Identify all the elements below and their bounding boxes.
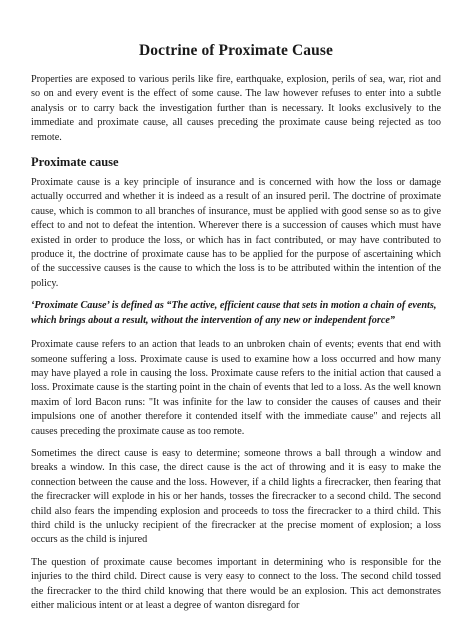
body-paragraph-3: Sometimes the direct cause is easy to determine; someone throws a ball through a window and breaks a window. In this case, the direct cause is the act of throwing and it is easy to make the connection between the cause and the loss. However, if a child lights a firecracker, then fearing that the firecracker will explode in his or her hands, tosses the firecracker to a second child. The second child also fears the impending explosion and proceeds to toss the firecracker to a third child. This third child is the unlucky recipient of the firecracker at the precise moment of explosion; a loss occurs as the child is injured xyxy=(31,447,441,546)
intro-paragraph: Properties are exposed to various perils like fire, earthquake, explosion, perils of sea, war, riot and so on and every event is the effect of some cause. The law however refuses to enter into a subtle analysis or to carry back the investigation further than is necessary. It looks exclusively to the immediate and proximate cause, all causes preceding the proximate cause being rejected as too remote. xyxy=(31,74,441,143)
definition-quote: ‘Proximate Cause’ is defined as “The active, efficient cause that sets in motion a chain of events, which brings about a result, without the intervention of any new or independent force” xyxy=(31,300,437,326)
body-paragraph-4: The question of proximate cause becomes important in determining who is responsible for the injuries to the third child. Direct cause is very easy to connect to the loss. The second child tossed the firecracker to the third child knowing that there would be an explosion. This act demonstrates either malicious intent or at least a degree of wanton disregard for xyxy=(31,556,441,611)
document-title: Doctrine of Proximate Cause xyxy=(139,42,333,59)
body-paragraph-2: Proximate cause refers to an action that leads to an unbroken chain of events; events that end with someone suffering a loss. Proximate cause is used to examine how a loss occurred and how many may have played a role in causing the loss. Proximate cause refers to the initial action that caused a loss. Proximate cause is the starting point in the chain of events that led to a loss. As the well known maxim of lord Bacon runs: "It was infinite for the law to consider the causes of causes and their impulsions one of another therefore it contended itself with the immediate cause" and rejects all causes preceding the proximate cause as too remote. xyxy=(31,339,441,437)
body-paragraph-1: Proximate cause is a key principle of insurance and is concerned with how the loss or damage actually occurred and whether it is indeed as a result of an insured peril. The doctrine of proximate cause, which is common to all branches of insurance, must be applied with good sense so as to give effect to and not to defeat the intention. Wherever there is a succession of causes which must have existed in order to produce the loss, or which has in fact contributed, or may have contributed to produce it, the doctrine of proximate cause has to be applied for the purpose of ascertaining which of the successive causes is the cause to which the loss is to be attributed within the intention of the policy. xyxy=(31,177,441,289)
section-heading: Proximate cause xyxy=(31,155,119,170)
